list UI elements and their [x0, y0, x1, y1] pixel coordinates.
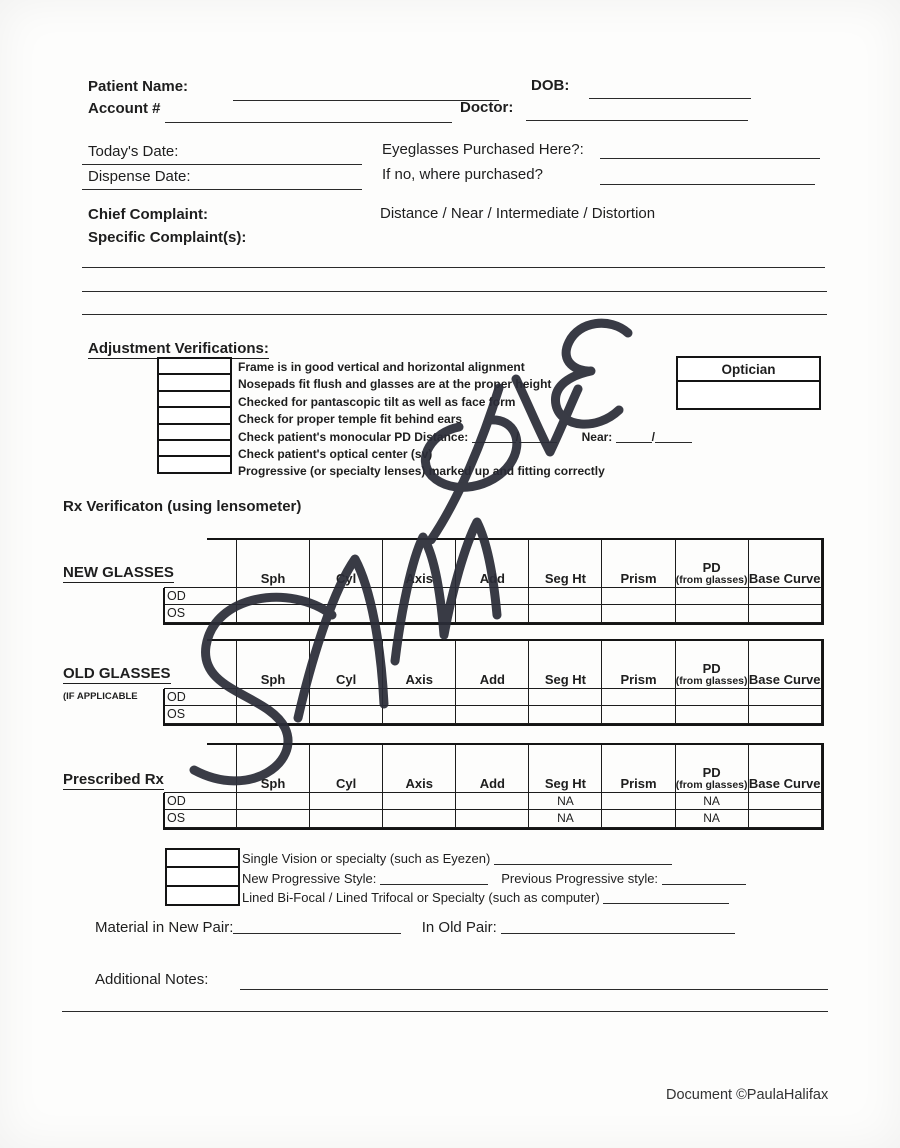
col-header-cyl: Cyl — [310, 745, 383, 793]
todays-date-label: Today's Date: — [88, 143, 179, 160]
adjustment-item-5 — [238, 429, 692, 446]
doctor-label: Doctor: — [460, 99, 514, 116]
eyeglasses-purchased-line[interactable] — [600, 158, 820, 159]
dob-label: DOB: — [531, 77, 570, 94]
rx-cell[interactable] — [237, 810, 310, 827]
rx-cell-na: NA — [529, 810, 602, 827]
complaint-line-1[interactable] — [82, 267, 825, 268]
material-old-blank[interactable] — [501, 919, 735, 934]
rx-cell[interactable] — [456, 605, 529, 622]
col-header-basecurve: Base Curve — [749, 540, 822, 588]
new-glasses-table — [164, 540, 822, 623]
lens-type-row-1: Single Vision or specialty (such as Eyezen) — [242, 849, 672, 869]
table-right-border — [822, 743, 824, 830]
dispense-date-label: Dispense Date: — [88, 168, 191, 185]
rx-cell[interactable] — [676, 689, 749, 706]
rx-cell[interactable] — [383, 706, 456, 723]
rx-cell[interactable] — [676, 706, 749, 723]
rx-cell[interactable] — [602, 605, 675, 622]
table-top-border — [207, 639, 824, 642]
table-left-border — [163, 793, 165, 830]
material-row — [95, 919, 735, 936]
notes-line-1[interactable] — [240, 989, 828, 990]
slash-glyph: / — [651, 429, 655, 444]
dispense-date-line[interactable] — [82, 189, 362, 190]
rx-cell[interactable] — [310, 689, 383, 706]
table-top-border — [207, 743, 824, 746]
complaint-line-3[interactable] — [82, 314, 827, 315]
row-label-os: OS — [164, 706, 237, 723]
row-label-od: OD — [164, 689, 237, 706]
material-new-label: Material in New Pair: — [95, 919, 234, 936]
todays-date-line[interactable] — [82, 164, 362, 165]
account-label: Account # — [88, 100, 161, 117]
rx-verification-title: Rx Verificaton (using lensometer) — [63, 498, 302, 515]
chief-complaint-label: Chief Complaint: — [88, 206, 208, 223]
rx-cell[interactable] — [602, 793, 675, 810]
footer-credit: Document ©PaulaHalifax — [666, 1087, 829, 1103]
col-header-sph: Sph — [237, 641, 310, 689]
rx-cell[interactable] — [456, 588, 529, 605]
material-old-label: In Old Pair: — [421, 919, 497, 936]
rx-cell[interactable] — [749, 689, 822, 706]
rx-cell[interactable] — [529, 588, 602, 605]
eyeglasses-purchased-label: Eyeglasses Purchased Here?: — [382, 141, 584, 158]
adjustment-item-1: Frame is in good vertical and horizontal alignment — [238, 360, 525, 374]
pd-distance-blank-1[interactable] — [472, 430, 516, 443]
pd-near-blank-2[interactable] — [655, 430, 692, 443]
pd-distance-blank-2[interactable] — [519, 430, 557, 443]
rx-cell[interactable] — [602, 588, 675, 605]
specific-complaint-label: Specific Complaint(s): — [88, 229, 247, 246]
pd-distance-label: Check patient's monocular PD Distance: — [238, 429, 469, 444]
rx-cell[interactable] — [602, 810, 675, 827]
rx-cell[interactable] — [676, 605, 749, 622]
lined-bifocal-blank[interactable] — [603, 891, 729, 904]
rx-cell[interactable] — [310, 605, 383, 622]
table-right-border — [822, 538, 824, 625]
rx-cell[interactable] — [310, 706, 383, 723]
row-label-os: OS — [164, 605, 237, 622]
table-bottom-border — [163, 828, 824, 831]
col-header-axis: Axis — [383, 540, 456, 588]
prescribed-rx-label: Prescribed Rx — [63, 771, 164, 788]
single-vision-blank[interactable] — [494, 852, 672, 865]
table-right-border — [822, 639, 824, 726]
rx-cell[interactable] — [383, 810, 456, 827]
rx-cell[interactable] — [237, 605, 310, 622]
rx-cell[interactable] — [383, 689, 456, 706]
rx-cell[interactable] — [676, 588, 749, 605]
lens-type-checkbox-3[interactable] — [165, 885, 240, 906]
pd-near-blank-1[interactable] — [616, 430, 652, 443]
header-spacer-cell — [164, 540, 237, 588]
col-header-seght: Seg Ht — [529, 641, 602, 689]
adjustment-checkbox-stack — [157, 357, 232, 474]
new-glasses-label: NEW GLASSES — [63, 564, 174, 581]
new-progressive-blank[interactable] — [380, 872, 488, 885]
rx-cell[interactable] — [749, 605, 822, 622]
old-glasses-label: OLD GLASSES — [63, 665, 171, 682]
rx-cell[interactable] — [237, 689, 310, 706]
col-header-prism: Prism — [602, 641, 675, 689]
col-header-sph: Sph — [237, 540, 310, 588]
table-left-border — [163, 689, 165, 726]
account-line[interactable] — [165, 122, 452, 123]
adjustment-item-4: Check for proper temple fit behind ears — [238, 412, 463, 427]
rx-cell[interactable] — [529, 605, 602, 622]
doctor-line[interactable] — [526, 120, 748, 121]
optician-box — [676, 356, 821, 410]
table-bottom-border — [163, 724, 824, 727]
col-header-pd: PD (from glasses) — [676, 540, 749, 588]
adjustment-item-7: Progressive (or specialty lenses) marked up and fitting correctly — [238, 464, 605, 479]
rx-cell[interactable] — [456, 689, 529, 706]
rx-cell[interactable] — [237, 706, 310, 723]
rx-cell-na: NA — [676, 793, 749, 810]
header-spacer-cell — [164, 641, 237, 689]
rx-cell[interactable] — [456, 706, 529, 723]
rx-cell[interactable] — [749, 588, 822, 605]
rx-cell[interactable] — [310, 588, 383, 605]
patient-name-label: Patient Name: — [88, 78, 189, 95]
col-header-seght: Seg Ht — [529, 540, 602, 588]
col-header-add: Add — [456, 641, 529, 689]
chief-complaint-options: Distance / Near / Intermediate / Distortion — [380, 205, 656, 222]
old-glasses-sublabel: (IF APPLICABLE — [63, 691, 138, 702]
complaint-line-2[interactable] — [82, 291, 827, 292]
col-header-prism: Prism — [602, 745, 675, 793]
rx-cell[interactable] — [456, 793, 529, 810]
col-header-axis: Axis — [383, 641, 456, 689]
rx-cell[interactable] — [529, 689, 602, 706]
adjustment-item-2: Nosepads fit flush and glasses are at the proper height — [238, 377, 552, 392]
col-header-basecurve: Base Curve — [749, 745, 822, 793]
dob-line[interactable] — [589, 98, 751, 99]
col-header-add: Add — [456, 745, 529, 793]
rx-cell-na: NA — [529, 793, 602, 810]
col-header-cyl: Cyl — [310, 641, 383, 689]
adjustment-checkbox-7[interactable] — [157, 455, 232, 474]
adjustment-verifications-title: Adjustment Verifications: — [88, 340, 269, 357]
lens-type-row-3: Lined Bi-Focal / Lined Trifocal or Specialty (such as computer) — [242, 888, 729, 908]
col-header-seght: Seg Ht — [529, 745, 602, 793]
row-label-od: OD — [164, 588, 237, 605]
col-header-axis: Axis — [383, 745, 456, 793]
lens-type-checkbox-stack — [165, 848, 240, 906]
rx-cell[interactable] — [310, 810, 383, 827]
if-no-purchased-label: If no, where purchased? — [382, 166, 543, 183]
rx-cell[interactable] — [602, 689, 675, 706]
col-header-sph: Sph — [237, 745, 310, 793]
rx-cell[interactable] — [529, 706, 602, 723]
col-header-cyl: Cyl — [310, 540, 383, 588]
rx-cell-na: NA — [676, 810, 749, 827]
pd-near-label: Near: — [581, 429, 613, 444]
rx-cell[interactable] — [749, 810, 822, 827]
rx-cell[interactable] — [602, 706, 675, 723]
old-glasses-table — [164, 641, 822, 724]
row-label-os: OS — [164, 810, 237, 827]
slash-glyph: / — [515, 429, 519, 444]
rx-cell[interactable] — [749, 793, 822, 810]
header-spacer-cell — [164, 745, 237, 793]
rx-cell[interactable] — [456, 810, 529, 827]
adjustment-item-3: Checked for pantascopic tilt as well as face form — [238, 394, 516, 409]
table-left-border — [163, 588, 165, 625]
table-bottom-border — [163, 623, 824, 626]
adjustment-item-6: Check patient's optical center (sv) — [238, 447, 433, 461]
col-header-pd: PD (from glasses) — [676, 745, 749, 793]
table-top-border — [207, 538, 824, 541]
optician-entry-cell[interactable] — [678, 382, 819, 408]
previous-progressive-blank[interactable] — [662, 872, 746, 885]
rx-cell[interactable] — [383, 793, 456, 810]
notes-line-2[interactable] — [62, 1011, 828, 1012]
col-header-pd: PD (from glasses) — [676, 641, 749, 689]
material-new-blank[interactable] — [233, 919, 401, 934]
row-label-od: OD — [164, 793, 237, 810]
col-header-add: Add — [456, 540, 529, 588]
rx-cell[interactable] — [237, 793, 310, 810]
col-header-prism: Prism — [602, 540, 675, 588]
col-header-basecurve: Base Curve — [749, 641, 822, 689]
optician-label: Optician — [678, 358, 819, 382]
rx-cell[interactable] — [383, 588, 456, 605]
rx-cell[interactable] — [749, 706, 822, 723]
lens-type-row-2: New Progressive Style: Previous Progressive style: — [242, 869, 746, 889]
prescribed-rx-table — [164, 745, 822, 828]
rx-cell[interactable] — [310, 793, 383, 810]
rx-cell[interactable] — [383, 605, 456, 622]
rx-cell[interactable] — [237, 588, 310, 605]
additional-notes-label: Additional Notes: — [95, 971, 209, 988]
if-no-purchased-line[interactable] — [600, 184, 815, 185]
